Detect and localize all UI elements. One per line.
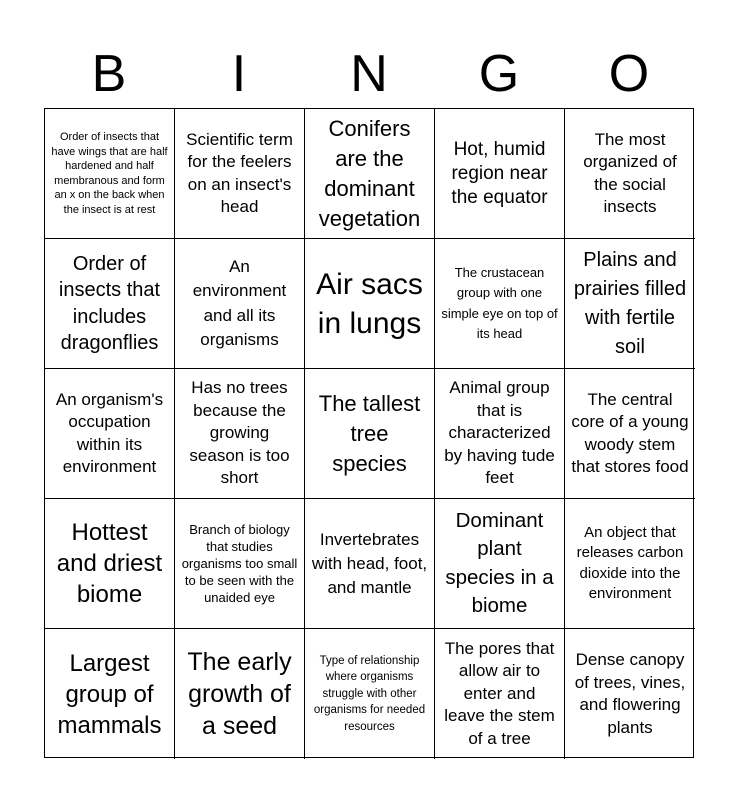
bingo-cell-r4-c2[interactable]: Branch of biology that studies organisms too small to be seen with the unaided eye <box>175 499 305 629</box>
header-letter-n: N <box>350 45 388 103</box>
header-letter-o: O <box>608 45 650 103</box>
bingo-cell-r1-c2[interactable]: Scientific term for the feelers on an insect's head <box>175 109 305 239</box>
header-letter-b: B <box>91 45 127 103</box>
bingo-cell-r3-c2[interactable]: Has no trees because the growing season is too short <box>175 369 305 499</box>
header-letter-g: G <box>478 45 520 103</box>
bingo-cell-r1-c5[interactable]: The most organized of the social insects <box>565 109 695 239</box>
bingo-cell-r2-c5[interactable]: Plains and prairies filled with fertile soil <box>565 239 695 369</box>
bingo-cell-r1-c3[interactable]: Conifers are the dominant vegetation <box>305 109 435 239</box>
bingo-cell-r1-c1[interactable]: Order of insects that have wings that are half hardened and half membranous and form an x on the back when the insect is at rest <box>45 109 175 239</box>
bingo-cell-r3-c4[interactable]: Animal group that is characterized by having tude feet <box>435 369 565 499</box>
bingo-cell-r5-c1[interactable]: Largest group of mammals <box>45 629 175 759</box>
bingo-cell-r2-c1[interactable]: Order of insects that includes dragonflies <box>45 239 175 369</box>
bingo-cell-r2-c2[interactable]: An environment and all its organisms <box>175 239 305 369</box>
bingo-cell-r5-c3[interactable]: Type of relationship where organisms struggle with other organisms for needed resources <box>305 629 435 759</box>
bingo-header <box>44 42 694 106</box>
bingo-cell-r2-c3[interactable]: Air sacs in lungs <box>305 239 435 369</box>
bingo-cell-r4-c4[interactable]: Dominant plant species in a biome <box>435 499 565 629</box>
bingo-cell-r4-c3[interactable]: Invertebrates with head, foot, and mantle <box>305 499 435 629</box>
bingo-cell-r3-c5[interactable]: The central core of a young woody stem that stores food <box>565 369 695 499</box>
bingo-cell-r3-c3[interactable]: The tallest tree species <box>305 369 435 499</box>
bingo-cell-r2-c4[interactable]: The crustacean group with one simple eye on top of its head <box>435 239 565 369</box>
header-letter-i: I <box>231 45 247 103</box>
bingo-cell-r5-c5[interactable]: Dense canopy of trees, vines, and flowering plants <box>574 650 686 737</box>
bingo-cell-r4-c5[interactable]: An object that releases carbon dioxide into the environment <box>565 499 695 629</box>
bingo-card-grid <box>44 108 694 758</box>
bingo-cell-r5-c2[interactable]: The early growth of a seed <box>175 629 305 759</box>
bingo-cell-r5-c4[interactable]: The pores that allow air to enter and leave the stem of a tree <box>435 629 565 759</box>
bingo-cell-r1-c4[interactable]: Hot, humid region near the equator <box>435 109 565 239</box>
bingo-cell-r3-c1[interactable]: An organism's occupation within its environment <box>45 369 175 499</box>
bingo-cell-r4-c1[interactable]: Hottest and driest biome <box>45 499 175 629</box>
